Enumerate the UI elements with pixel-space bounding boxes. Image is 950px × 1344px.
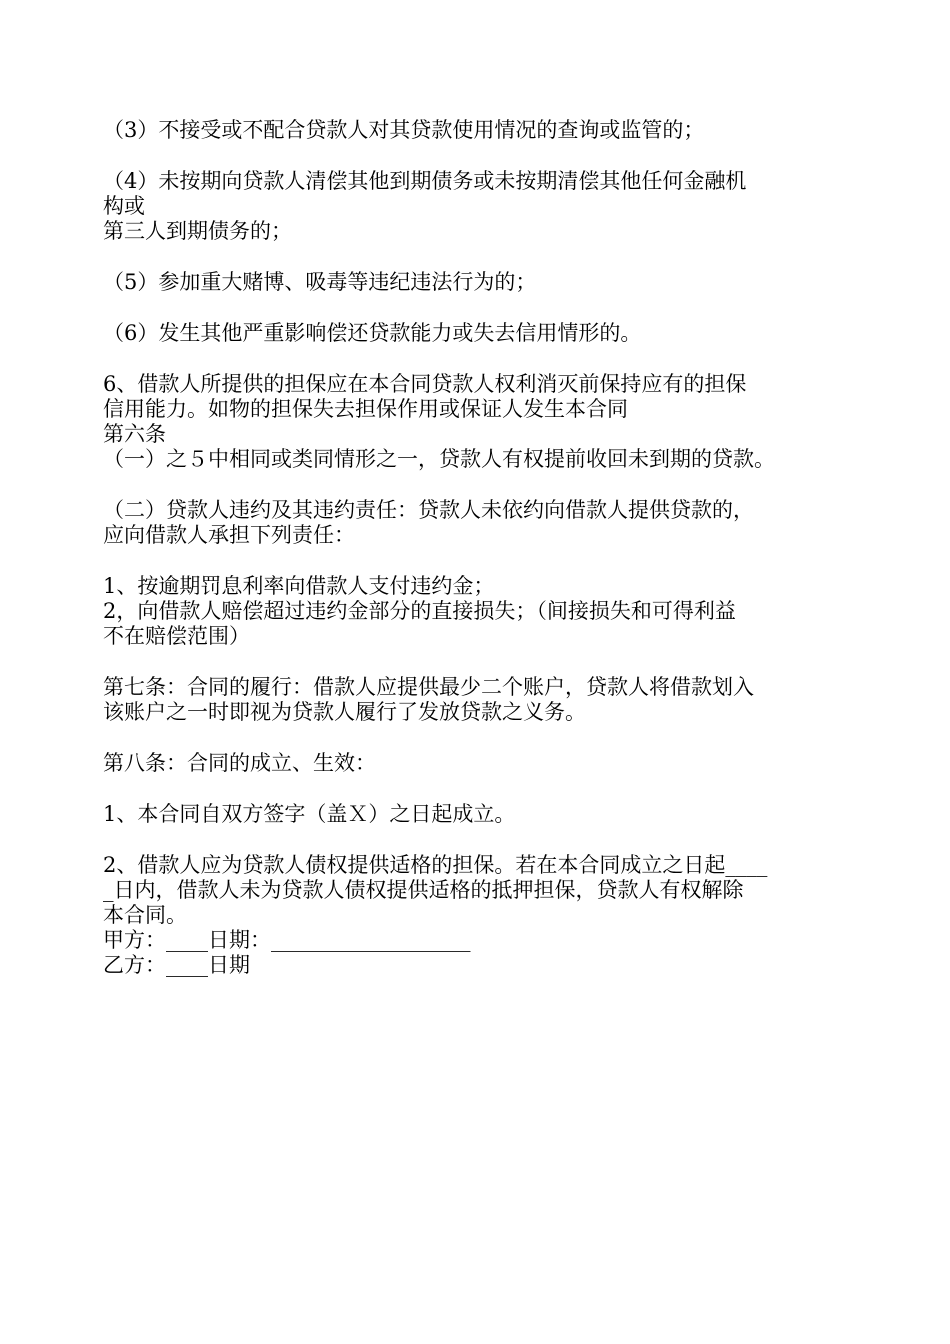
article-8-item-2-line-3: 本合同。 bbox=[103, 903, 187, 927]
guarantee-paragraph-line-1: 6、借款人所提供的担保应在本合同贷款人权利消灭前保持应有的担保 bbox=[103, 372, 747, 396]
article-6-heading: 第六条 bbox=[103, 422, 166, 446]
article-8-heading: 第八条：合同的成立、生效： bbox=[103, 751, 376, 775]
document-body bbox=[103, 118, 853, 978]
party-b-signature-line: 乙方：____日期 bbox=[103, 953, 250, 977]
article-8-item-2-line-1: 2、借款人应为贷款人债权提供适格的担保。若在本合同成立之日起____ bbox=[103, 853, 768, 877]
liability-item-2-line-2: 不在赔偿范围） bbox=[103, 624, 250, 648]
clause-4-line-2: 构或 bbox=[103, 194, 145, 218]
clause-3: （3）不接受或不配合贷款人对其贷款使用情况的查询或监管的； bbox=[103, 118, 705, 142]
clause-4-line-3: 第三人到期债务的； bbox=[103, 219, 292, 243]
article-7-line-2: 该账户之一时即视为贷款人履行了发放贷款之义务。 bbox=[103, 700, 586, 724]
article-7-line-1: 第七条：合同的履行：借款人应提供最少二个账户，贷款人将借款划入 bbox=[103, 675, 754, 699]
clause-6: （6）发生其他严重影响偿还贷款能力或失去信用情形的。 bbox=[103, 321, 642, 345]
party-a-signature-line: 甲方：____日期：___________________ bbox=[103, 928, 471, 952]
clause-4-line-1: （4）未按期向贷款人清偿其他到期债务或未按期清偿其他任何金融机 bbox=[103, 169, 747, 193]
clause-5: （5）参加重大赌博、吸毒等违纪违法行为的； bbox=[103, 270, 537, 294]
article-6-item-2-line-2: 应向借款人承担下列责任： bbox=[103, 523, 355, 547]
article-6-item-1: （一）之５中相同或类同情形之一，贷款人有权提前收回未到期的贷款。 bbox=[103, 447, 775, 471]
liability-item-1: 1、按逾期罚息利率向借款人支付违约金； bbox=[103, 574, 495, 598]
article-8-item-2-line-2: _日内，借款人未为贷款人债权提供适格的抵押担保，贷款人有权解除 bbox=[103, 878, 744, 902]
liability-item-2-line-1: 2，向借款人赔偿超过违约金部分的直接损失；（间接损失和可得利益 bbox=[103, 599, 736, 623]
article-6-item-2-line-1: （二）贷款人违约及其违约责任：贷款人未依约向借款人提供贷款的， bbox=[103, 498, 754, 522]
guarantee-paragraph-line-2: 信用能力。如物的担保失去担保作用或保证人发生本合同 bbox=[103, 397, 628, 421]
article-8-item-1: 1、本合同自双方签字（盖Ｘ）之日起成立。 bbox=[103, 802, 516, 826]
